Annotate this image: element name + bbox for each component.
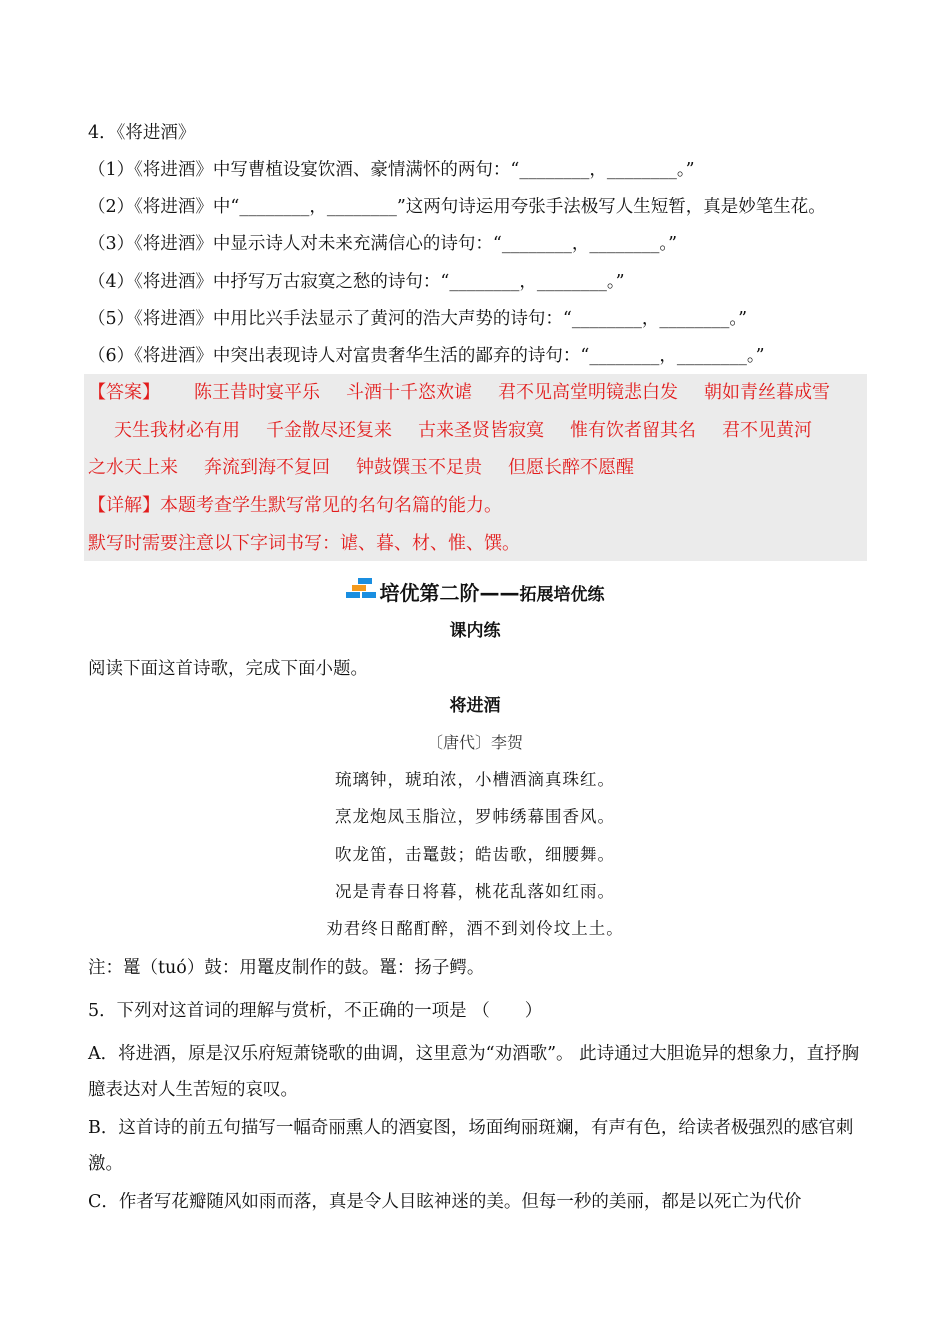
answer-item: 君不见黄河 (722, 420, 812, 441)
answer-item: 奔流到海不复回 (204, 457, 330, 478)
poem-author: 〔唐代〕李贺 (426, 733, 523, 752)
question-5-option-c: C．作者写花瓣随风如雨而落，真是令人目眩神迷的美。但每一秒的美丽，都是以死亡为代价 (88, 1192, 802, 1212)
section-subtitle: 课内练 (449, 621, 501, 641)
detail-text: 本题考查学生默写常见的名句名篇的能力。 (160, 495, 502, 516)
poem-line: 吹龙笛，击鼍鼓；皓齿歌，细腰舞。 (335, 845, 615, 864)
poem-line: 劝君终日酩酊醉，酒不到刘伶坟上土。 (326, 919, 624, 938)
question-5-option-b: B．这首诗的前五句描写一幅奇丽熏人的酒宴图，场面绚丽斑斓，有声有色，给读者极强烈的感官刺激。 (88, 1118, 854, 1174)
answer-row-1 (88, 380, 830, 406)
answer-item: 陈王昔时宴平乐 (194, 382, 320, 403)
answer-row-3 (88, 455, 634, 481)
question-4-item-3: （3）《将进酒》中显示诗人对未来充满信心的诗句：“________，________。” (88, 234, 678, 254)
detail-label: 【详解】 (88, 495, 160, 516)
poem-line: 烹龙炮凤玉脂泣，罗帏绣幕围香风。 (335, 807, 615, 826)
answer-item: 惟有饮者留其名 (570, 420, 696, 441)
question-4-item-6: （6）《将进酒》中突出表现诗人对富贵奢华生活的鄙弃的诗句：“________，________。” (88, 346, 765, 366)
reading-instruction: 阅读下面这首诗歌，完成下面小题。 (88, 659, 368, 679)
poem-note: 注：鼍（tuó）鼓：用鼍皮制作的鼓。鼍：扬子鳄。 (88, 958, 485, 978)
question-5-option-a: A．将进酒，原是汉乐府短萧铙歌的曲调，这里意为“劝酒歌”。 此诗通过大胆诡异的想象力，直抒胸臆表达对人生苦短的哀叹。 (88, 1044, 860, 1100)
question-4-item-5: （5）《将进酒》中用比兴手法显示了黄河的浩大声势的诗句：“________，________。” (88, 309, 748, 329)
answer-item: 君不见高堂明镜悲白发 (498, 382, 678, 403)
answer-item: 天生我材必有用 (114, 420, 240, 441)
question-4-item-1: （1）《将进酒》中写曹植设宴饮酒、豪情满怀的两句：“________，________。” (88, 160, 695, 180)
answer-item: 之水天上来 (88, 457, 178, 478)
answer-label: 【答案】 (88, 382, 160, 403)
answer-item: 千金散尽还复来 (266, 420, 392, 441)
question-4-item-2: （2）《将进酒》中“________，________”这两句诗运用夸张手法极写人生短暂，真是妙笔生花。 (88, 197, 826, 217)
section-logo-icon (346, 578, 376, 604)
question-5-stem: 5．下列对这首词的理解与赏析，不正确的一项是 （ ） (88, 1001, 543, 1021)
answer-note: 默写时需要注意以下字词书写：谑、暮、材、惟、馔。 (88, 533, 520, 554)
section-title-dash: —— (479, 581, 520, 605)
answer-item: 但愿长醉不愿醒 (508, 457, 634, 478)
section-title-main: 培优第二阶 (379, 581, 480, 605)
answer-detail (88, 493, 502, 519)
section-title-sub: 拓展培优练 (519, 585, 605, 605)
poem-line: 琉璃钟，琥珀浓，小槽酒滴真珠红。 (335, 770, 615, 789)
answer-item: 钟鼓馔玉不足贵 (356, 457, 482, 478)
answer-item: 朝如青丝暮成雪 (704, 382, 830, 403)
answer-item: 古来圣贤皆寂寞 (418, 420, 544, 441)
poem-title: 将进酒 (449, 696, 501, 716)
answer-row-2 (114, 418, 812, 444)
question-4-item-4: （4）《将进酒》中抒写万古寂寞之愁的诗句：“________，________。” (88, 272, 625, 292)
section-title (0, 578, 950, 609)
question-4-title: 4．《将进酒》 (88, 123, 196, 143)
poem-line: 况是青春日将暮，桃花乱落如红雨。 (335, 882, 615, 901)
answer-item: 斗酒十千恣欢谑 (346, 382, 472, 403)
